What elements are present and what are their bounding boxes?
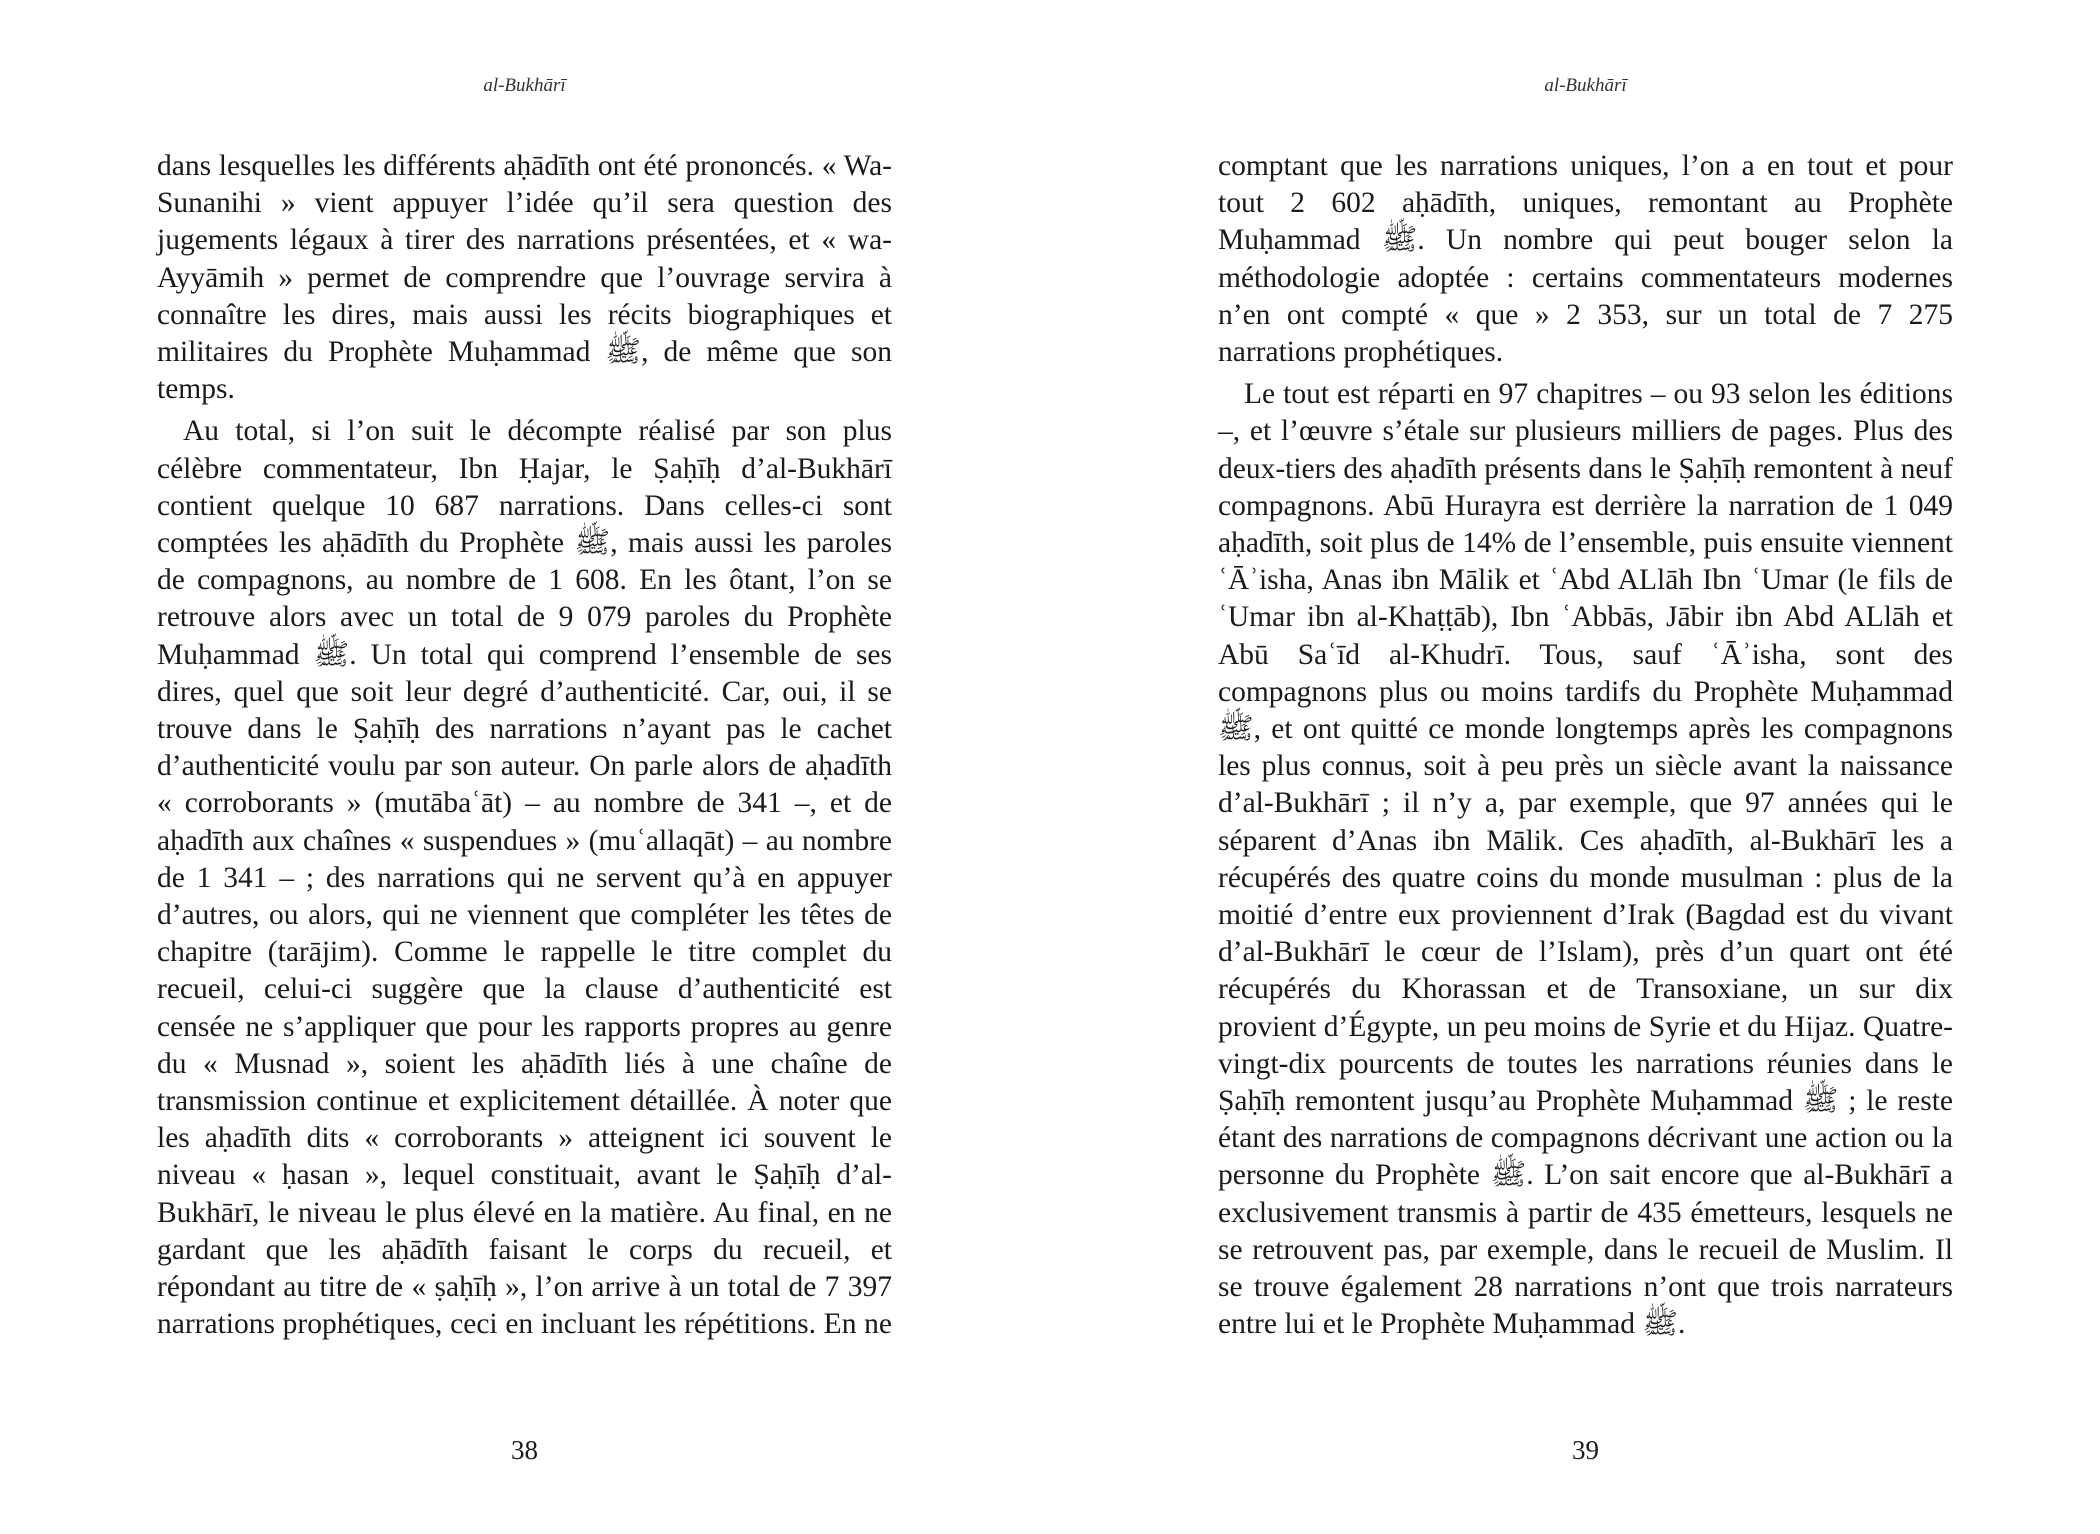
page-number: 39 bbox=[1572, 1435, 1599, 1465]
running-head: al-Bukhārī bbox=[483, 75, 566, 96]
page-number: 38 bbox=[511, 1435, 538, 1465]
left-page bbox=[157, 0, 892, 1534]
paragraph: comptant que les narrations uniques, l’on a en tout et pour tout 2 602 aḥādīth, uniques, remontant au Prophète Muḥammad ﷺ. Un nombre qui peut bouger selon la méthodologie adoptée : certains commentateurs modernes n’en ont compté « que » 2 353, sur un total de 7 275 narrations prophétiques. bbox=[1218, 150, 1954, 369]
page-body bbox=[157, 148, 892, 1349]
right-page bbox=[1218, 0, 1953, 1534]
paragraph: Le tout est réparti en 97 chapitres – ou 93 selon les éditions –, et l’œuvre s’étale sur plusieurs milliers de pages. Plus des deux-tiers des aḥadīth présents dans le Ṣaḥīḥ remontent à neuf compagnons. Abū Hurayra est derrière la narration de 1 049 aḥadīth, soit plus de 14% de l’ensemble, puis ensuite viennent ʿĀʾisha, Anas ibn Mālik et ʿAbd ALlāh Ibn ʿUmar (le fils de ʿUmar ibn al-Khaṭṭāb), Ibn ʿAbbās, Jābir ibn Abd ALlāh et Abū Saʿīd al-Khudrī. Tous, sauf ʿĀʾisha, sont des compagnons plus ou moins tardifs du Prophète Muḥammad ﷺ, et ont quitté ce monde longtemps après les compagnons les plus connus, soit à peu près un siècle avant la naissance d’al-Bukhārī ; il n’y a, par exemple, que 97 années qui le séparent d’Anas ibn Mālik. Ces aḥadīth, al-Bukhārī les a récupérés des quatre coins du monde musulman : plus de la moitié d’entre eux proviennent d’Irak (Bagdad est du vivant d’al-Bukhārī le cœur de l’Islam), près d’un quart ont été récupérés du Khorassan et de Transoxiane, un sur dix provient d’Égypte, un peu moins de Syrie et du Hijaz. Quatre-vingt-dix pourcents de toutes les narrations réunies dans le Ṣaḥīḥ remontent jusqu’au Prophète Muḥammad ﷺ ; le reste étant des narrations de compagnons décrivant une action ou la personne du Prophète ﷺ. L’on sait encore que al-Bukhārī a exclusivement transmis à partir de 435 émetteurs, lesquels ne se retrouvent pas, par exemple, dans le recueil de Muslim. Il se trouve également 28 narrations n’ont que trois narrateurs entre lui et le Prophète Muḥammad ﷺ. bbox=[1218, 378, 1954, 1341]
paragraph: dans lesquelles les différents aḥādīth ont été prononcés. « Wa-Sunanihi » vient appuyer l’idée qu’il sera question des jugements légaux à tirer des narrations présentées, et « wa-Ayyāmih » permet de comprendre que l’ouvrage servira à connaître les dires, mais aussi les récits biographiques et militaires du Prophète Muḥammad ﷺ, de même que son temps. bbox=[157, 150, 893, 406]
paragraph: Au total, si l’on suit le décompte réalisé par son plus célèbre commentateur, Ibn Ḥajar, le Ṣaḥīḥ d’al-Bukhārī contient quelque 10 687 narrations. Dans celles-ci sont comptées les aḥādīth du Prophète ﷺ, mais aussi les paroles de compagnons, au nombre de 1 608. En les ôtant, l’on se retrouve alors avec un total de 9 079 paroles du Prophète Muḥammad ﷺ. Un total qui comprend l’ensemble de ses dires, quel que soit leur degré d’authenticité. Car, oui, il se trouve dans le Ṣaḥīḥ des narrations n’ayant pas le cachet d’authenticité voulu par son auteur. On parle alors de aḥadīth « corroborants » (mutābaʿāt) – au nombre de 341 –, et de aḥadīth aux chaînes « suspendues » (muʿallaqāt) – au nombre de 1 341 – ; des narrations qui ne servent qu’à en appuyer d’autres, ou alors, qui ne viennent que compléter les têtes de chapitre (tarājim). Comme le rappelle le titre complet du recueil, celui-ci suggère que la clause d’authenticité est censée ne s’appliquer que pour les rapports propres au genre du « Musnad », soient les aḥādīth liés à une chaîne de transmission continue et explicitement détaillée. À noter que les aḥadīth dits « corroborants » atteignent ici souvent le niveau « ḥasan », lequel constituait, avant le Ṣaḥīḥ d’al-Bukhārī, le niveau le plus élevé en la matière. Au final, en ne gardant que les aḥādīth faisant le corps du recueil, et répondant au titre de « ṣaḥīḥ », l’on arrive à un total de 7 397 narrations prophétiques, ceci en incluant les répétitions. En ne bbox=[157, 415, 892, 1341]
page-body bbox=[1218, 148, 1953, 1349]
running-head: al-Bukhārī bbox=[1544, 75, 1627, 96]
